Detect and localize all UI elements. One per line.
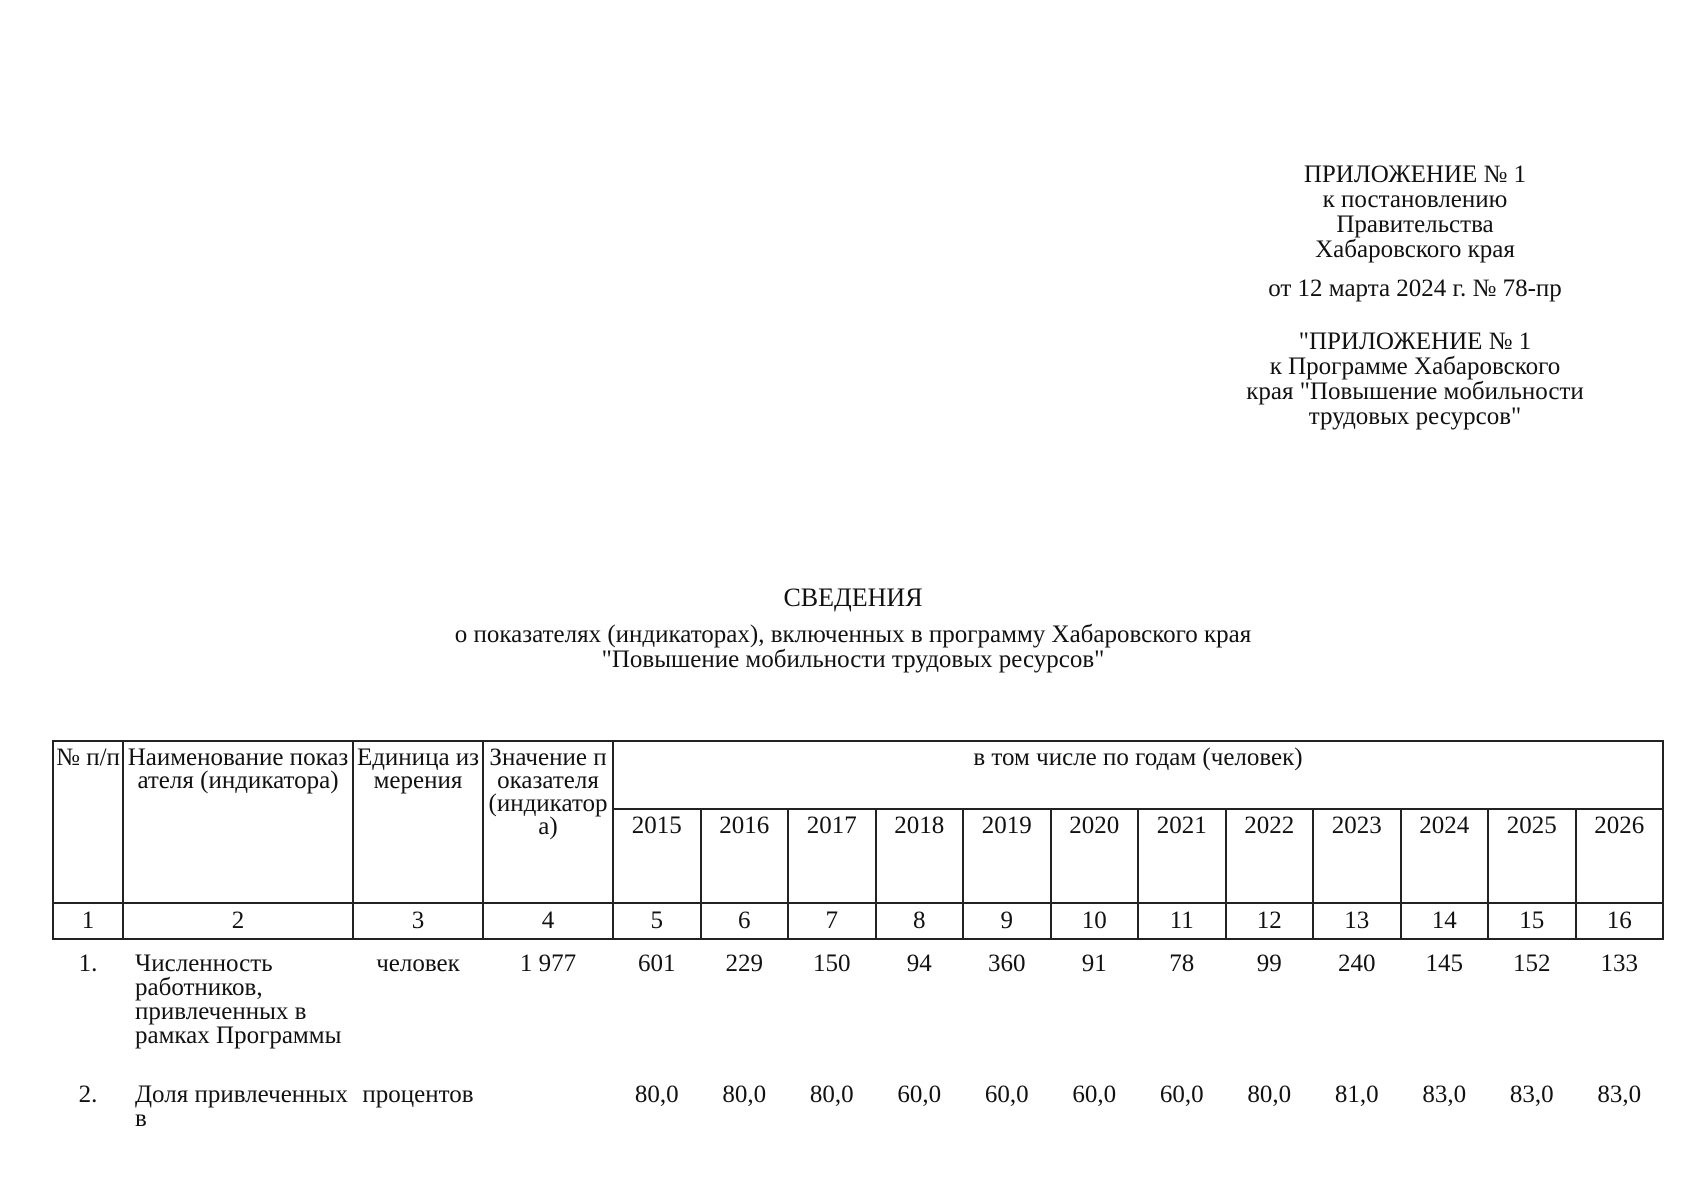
row-year-value: 80,0 [722, 1081, 767, 1108]
row-indicator-value [483, 1075, 613, 1144]
appendix-header [1215, 162, 1615, 429]
column-number: 1 [53, 903, 123, 939]
row-year-value: 83,0 [1422, 1081, 1467, 1108]
program-appendix-line: трудовых ресурсов" [1308, 403, 1522, 430]
row-year-value: 240 [1338, 950, 1376, 977]
header-year: 2023 [1313, 809, 1401, 903]
header-year: 2021 [1138, 809, 1226, 903]
appendix-date-line: от 12 марта 2024 г. № 78-пр [1268, 275, 1562, 302]
row-number: 1. [78, 950, 98, 977]
row-year-value: 133 [1600, 950, 1638, 977]
header-year: 2017 [788, 809, 876, 903]
table-header-row [53, 741, 1663, 809]
column-number: 4 [483, 903, 613, 939]
column-number: 9 [963, 903, 1051, 939]
header-indicator-value: Значение показателя (индикатора) [483, 741, 613, 903]
column-number: 7 [788, 903, 876, 939]
header-year: 2022 [1226, 809, 1314, 903]
table-row [53, 939, 1663, 1075]
row-year-value: 91 [1081, 950, 1107, 977]
column-number: 5 [613, 903, 701, 939]
row-year-value: 94 [906, 950, 932, 977]
row-indicator-name: Доля привлеченных в [135, 1081, 348, 1132]
appendix-region-line: Хабаровского края [1315, 236, 1515, 263]
row-year-value: 83,0 [1509, 1081, 1554, 1108]
column-number: 15 [1488, 903, 1576, 939]
row-year-value: 60,0 [897, 1081, 942, 1108]
program-appendix-title: "ПРИЛОЖЕНИЕ № 1 [1298, 328, 1532, 355]
row-year-value: 60,0 [984, 1081, 1029, 1108]
header-indicator-name: Наименование показателя (индикатора) [123, 741, 353, 903]
appendix-title: ПРИЛОЖЕНИЕ № 1 [1303, 161, 1527, 188]
row-year-value: 78 [1169, 950, 1195, 977]
column-numbers-row [53, 903, 1663, 939]
row-year-value: 81,0 [1334, 1081, 1379, 1108]
header-year: 2019 [963, 809, 1051, 903]
header-unit: Единица измерения [353, 741, 483, 903]
column-number: 11 [1138, 903, 1226, 939]
row-year-value: 229 [725, 950, 763, 977]
column-number: 13 [1313, 903, 1401, 939]
row-year-value: 150 [813, 950, 851, 977]
row-year-value: 99 [1256, 950, 1282, 977]
document-title: СВЕДЕНИЯ [783, 583, 923, 612]
row-indicator-value: 1 977 [519, 950, 577, 977]
appendix-government-line: Правительства [1336, 211, 1494, 238]
table-row [53, 1075, 1663, 1144]
header-year: 2016 [701, 809, 789, 903]
row-year-value: 60,0 [1072, 1081, 1117, 1108]
header-year: 2025 [1488, 809, 1576, 903]
row-year-value: 60,0 [1159, 1081, 1204, 1108]
document-subtitle: о показателях (индикаторах), включенных в программу Хабаровского края [454, 621, 1252, 648]
row-unit: процентов [362, 1081, 474, 1108]
column-number: 14 [1401, 903, 1489, 939]
indicators-table [52, 740, 1664, 1144]
program-appendix-line: к Программе Хабаровского [1269, 353, 1561, 380]
column-number: 10 [1051, 903, 1139, 939]
column-number: 16 [1576, 903, 1664, 939]
row-year-value: 360 [988, 950, 1026, 977]
row-indicator-name: Численность работников, привлеченных в рамках Программы [135, 950, 342, 1049]
column-number: 2 [123, 903, 353, 939]
row-year-value: 80,0 [809, 1081, 854, 1108]
row-unit: человек [376, 950, 460, 977]
row-year-value: 83,0 [1597, 1081, 1642, 1108]
header-number: № п/п [53, 741, 123, 903]
program-appendix-line: края "Повышение мобильности [1246, 378, 1584, 405]
column-number: 3 [353, 903, 483, 939]
row-year-value: 80,0 [634, 1081, 679, 1108]
header-year: 2024 [1401, 809, 1489, 903]
column-number: 12 [1226, 903, 1314, 939]
row-year-value: 601 [638, 950, 676, 977]
header-year: 2018 [876, 809, 964, 903]
appendix-spacer [1215, 262, 1615, 276]
appendix-decree-line: к постановлению [1322, 186, 1508, 213]
header-year: 2026 [1576, 809, 1664, 903]
appendix-spacer [1215, 301, 1615, 329]
header-year: 2020 [1051, 809, 1139, 903]
header-year: 2015 [613, 809, 701, 903]
row-year-value: 80,0 [1247, 1081, 1292, 1108]
column-number: 8 [876, 903, 964, 939]
row-number: 2. [78, 1081, 98, 1108]
document-subtitle: "Повышение мобильности трудовых ресурсов" [601, 646, 1105, 673]
header-years-group: в том числе по годам (человек) [613, 741, 1663, 809]
column-number: 6 [701, 903, 789, 939]
row-year-value: 145 [1425, 950, 1463, 977]
row-year-value: 152 [1513, 950, 1551, 977]
